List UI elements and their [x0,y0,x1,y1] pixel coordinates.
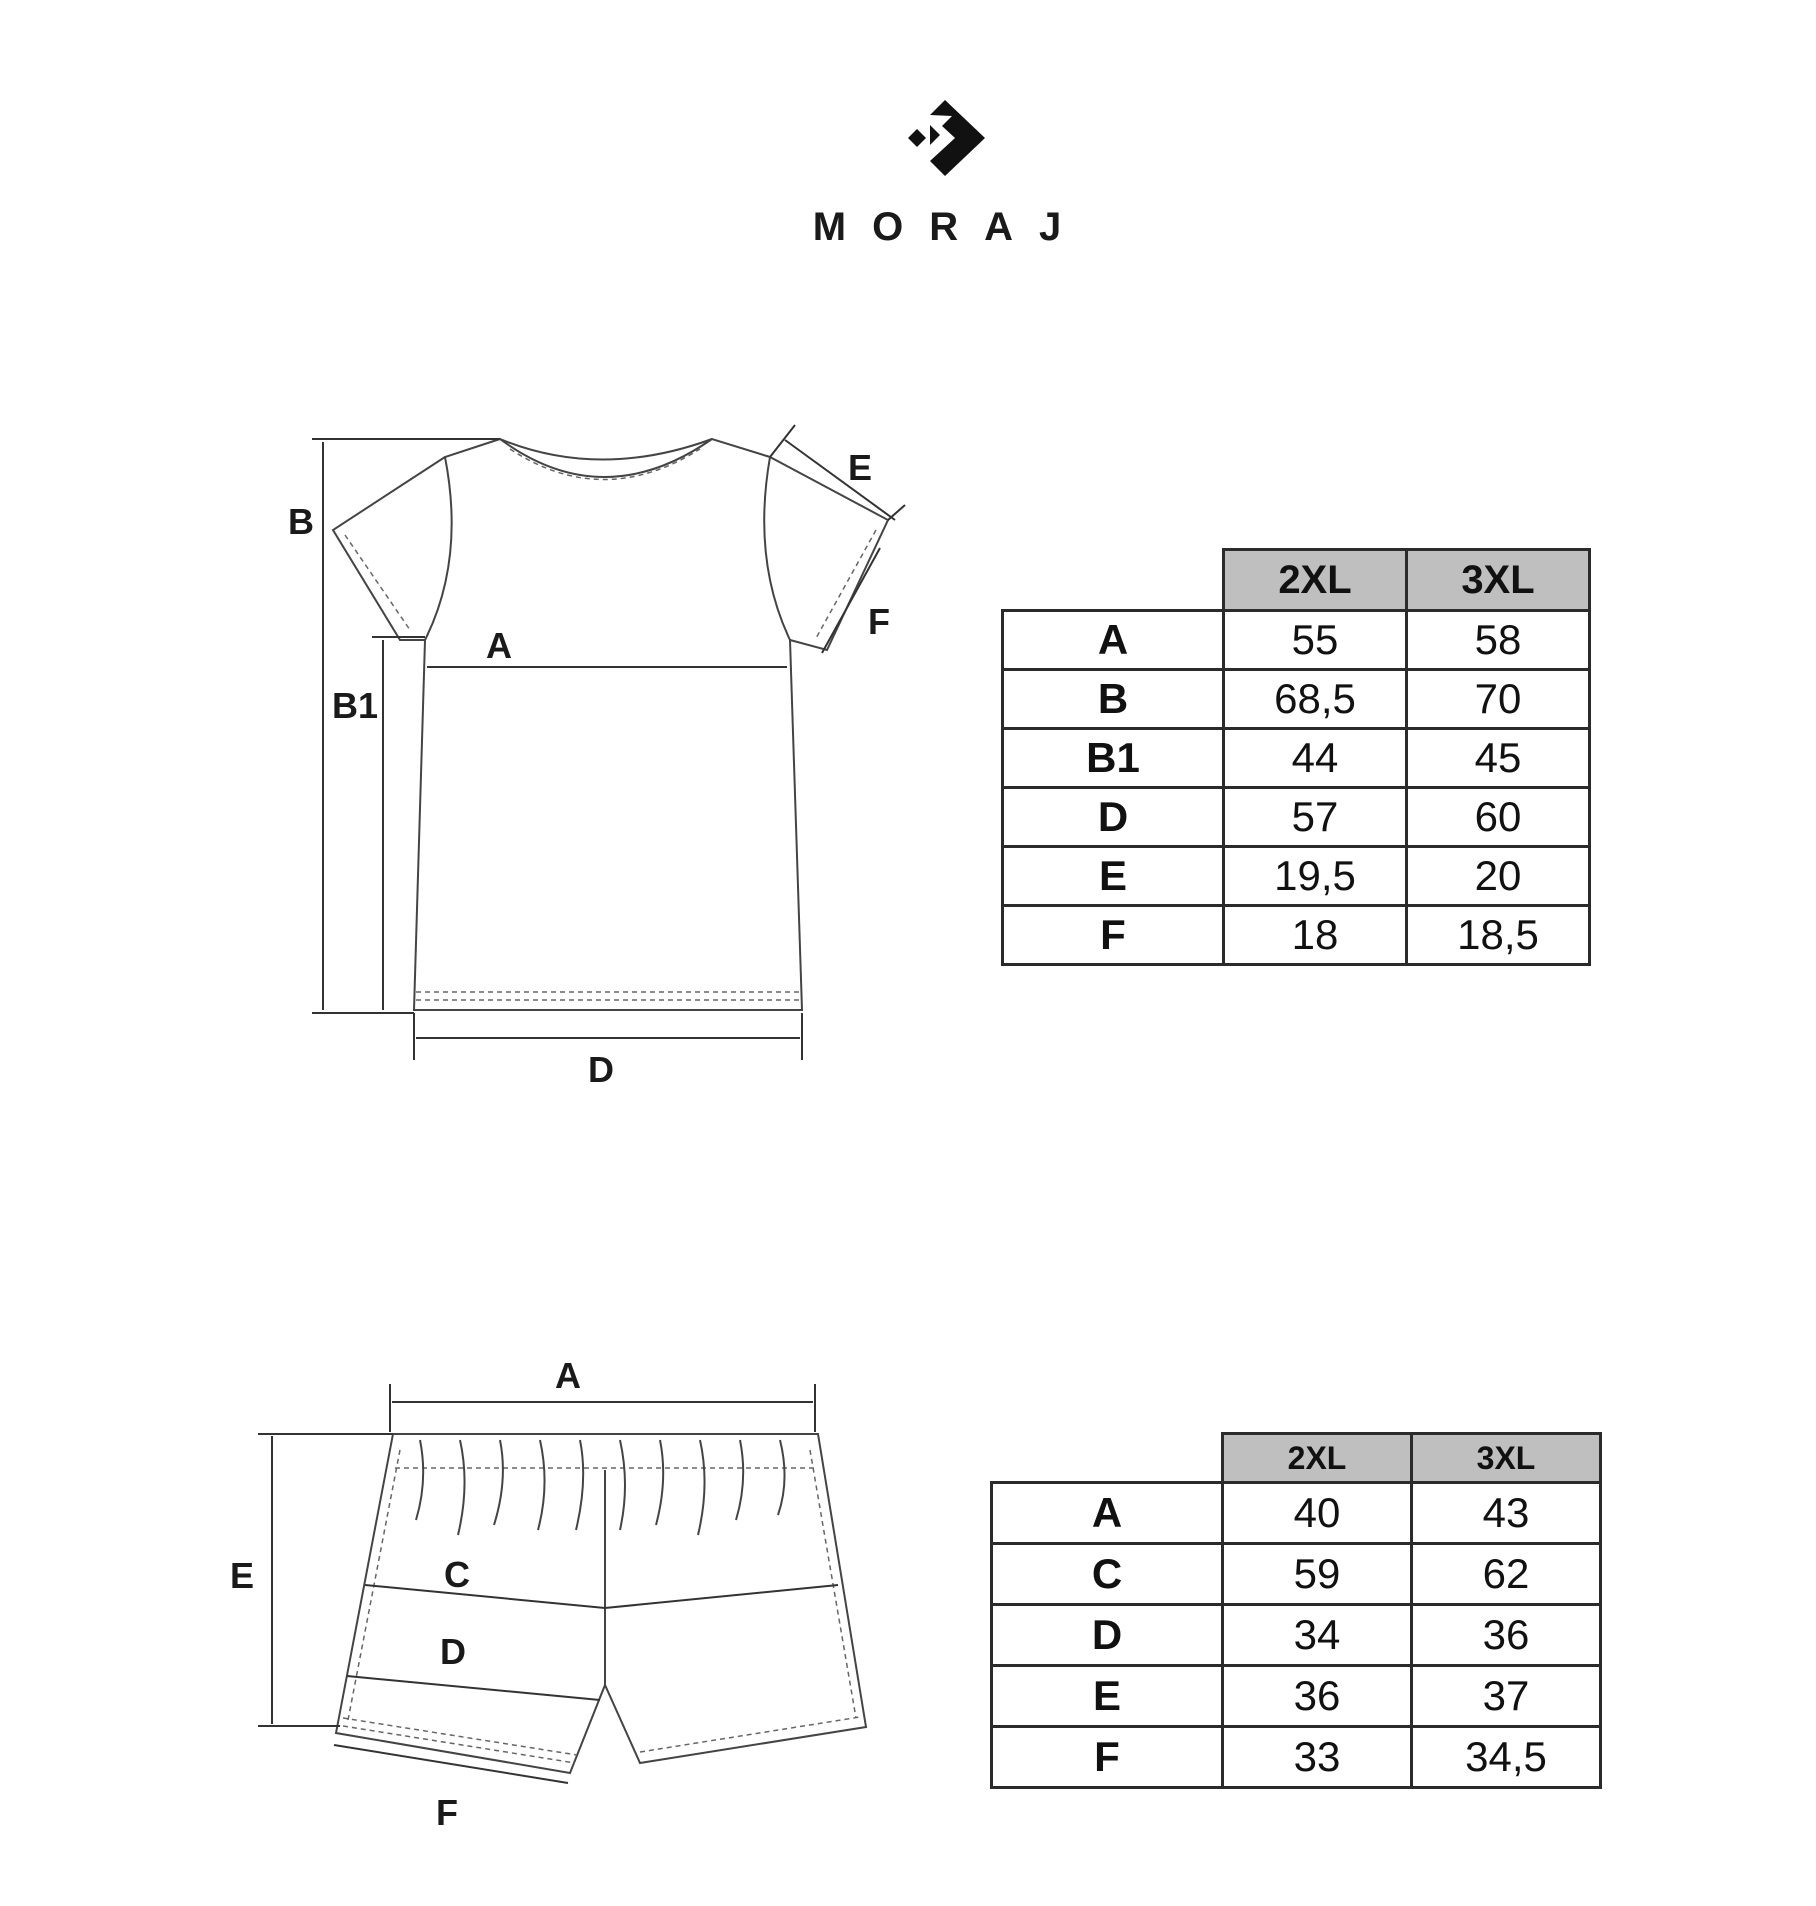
measure-label: F [1003,906,1224,965]
table-row [992,1727,1601,1788]
measure-label: F [992,1727,1223,1788]
size-value: 33 [1223,1727,1412,1788]
size-column-header: 2XL [1224,550,1407,611]
shorts-label-a: A [555,1355,581,1396]
measure-label: B1 [1003,729,1224,788]
shorts-label-c: C [444,1554,470,1595]
size-value: 58 [1407,611,1590,670]
measure-label: A [992,1483,1223,1544]
size-column-header: 2XL [1223,1434,1412,1483]
size-value: 43 [1412,1483,1601,1544]
size-column-header: 3XL [1407,550,1590,611]
shirt-label-e: E [848,447,873,488]
size-value: 57 [1224,788,1407,847]
measure-label: D [992,1605,1223,1666]
shorts-label-f: F [436,1792,458,1833]
table-row [992,1544,1601,1605]
size-value: 19,5 [1224,847,1407,906]
size-value: 45 [1407,729,1590,788]
brand-name: MORAJ [812,205,1088,249]
size-value: 34,5 [1412,1727,1601,1788]
size-value: 55 [1224,611,1407,670]
size-value: 40 [1223,1483,1412,1544]
measure-label: C [992,1544,1223,1605]
size-value: 18 [1224,906,1407,965]
shirt-label-b: B [288,501,314,542]
measure-label: B [1003,670,1224,729]
size-value: 60 [1407,788,1590,847]
measure-label: E [1003,847,1224,906]
shorts-label-e: E [230,1555,255,1596]
shirt-label-b1: B1 [332,685,379,726]
size-value: 37 [1412,1666,1601,1727]
size-value: 68,5 [1224,670,1407,729]
shirt-label-a: A [486,625,512,666]
size-value: 34 [1223,1605,1412,1666]
size-value: 59 [1223,1544,1412,1605]
size-column-header: 3XL [1412,1434,1601,1483]
measure-label: E [992,1666,1223,1727]
shorts-label-d: D [440,1631,466,1672]
shirt-label-d: D [588,1049,614,1090]
table-corner [992,1434,1223,1483]
shorts-size-table [990,1432,1602,1789]
size-value: 70 [1407,670,1590,729]
table-row [992,1483,1601,1544]
size-value: 18,5 [1407,906,1590,965]
size-value: 44 [1224,729,1407,788]
measure-label: D [1003,788,1224,847]
size-value: 20 [1407,847,1590,906]
table-row [992,1666,1601,1727]
size-value: 62 [1412,1544,1601,1605]
size-value: 36 [1223,1666,1412,1727]
measure-label: A [1003,611,1224,670]
table-row [992,1605,1601,1666]
shirt-label-f: F [868,601,890,642]
size-value: 36 [1412,1605,1601,1666]
